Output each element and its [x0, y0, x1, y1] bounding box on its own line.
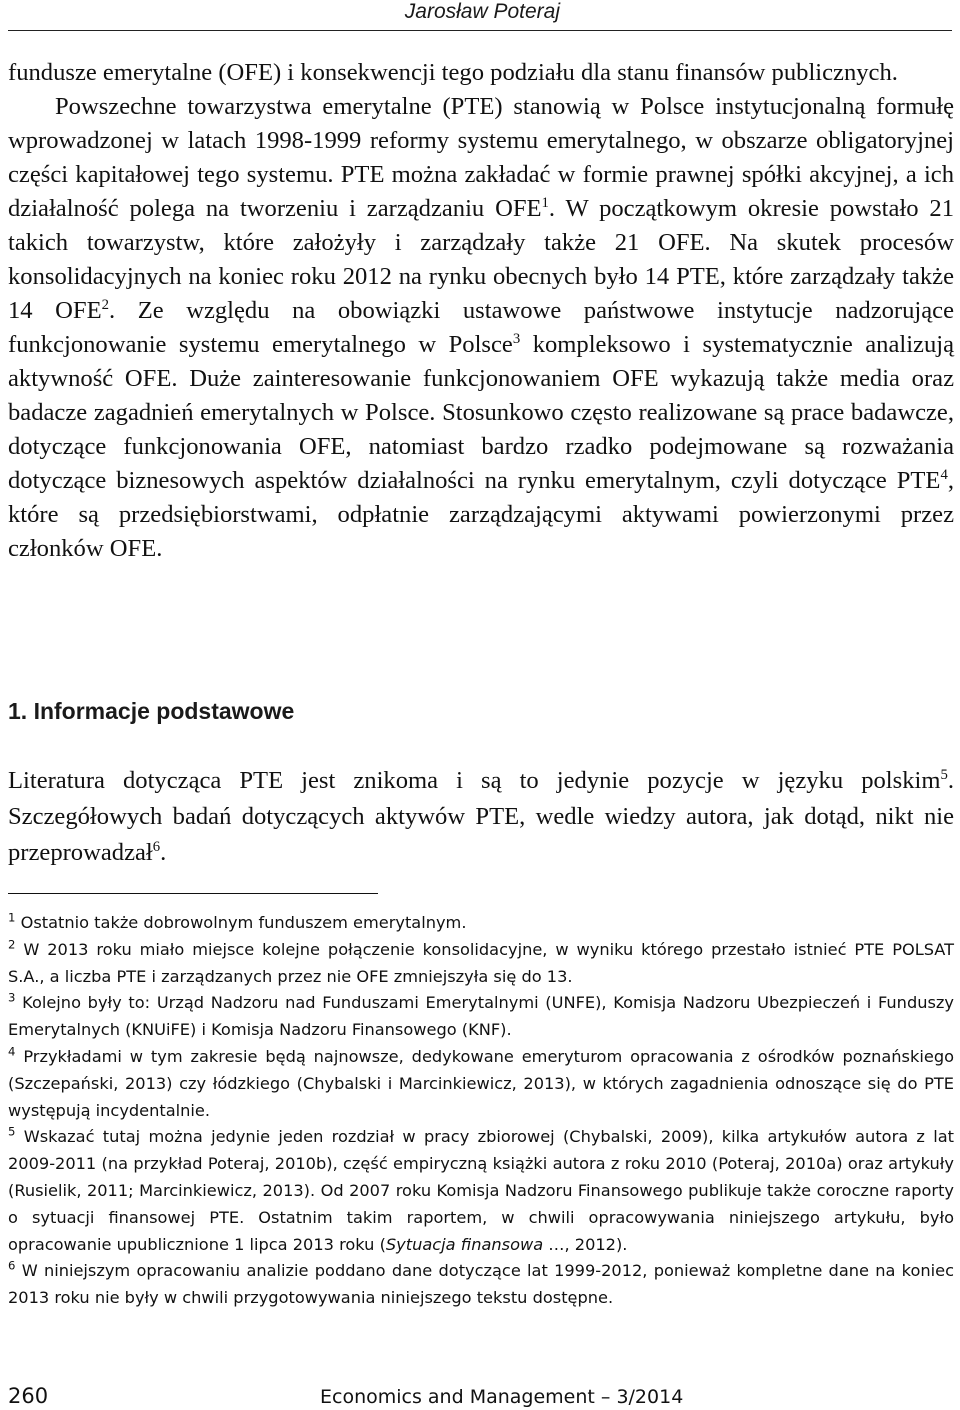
footnote-ref-5: 5 [940, 766, 948, 783]
footnote-italic-title: Sytuacja finansowa [385, 1234, 544, 1254]
paragraph-2-part-c: . Ze względu na obowiązki ustawowe państwowe instytucje nadzorujące funkcjonowanie systemu emerytalnego w Polsce [8, 297, 954, 358]
section-body-text [8, 763, 954, 871]
footnote-text: Wskazać tutaj można jedynie jeden rozdział w pracy zbiorowej (Chybalski, 2009), kilka artykułów autora z lat 2009-2011 (na przykład Poteraj, 2010b), część empiryczną książki autora z roku 2010 (Poteraj, 2010a) oraz artykuły (Rusielik, 2011; Marcinkiewicz, 2013). Od 2007 roku Komisja Nadzoru Finansowego publikuje także coroczne raporty o sytuacji finansowej PTE. Ostatnim takim raportem, w chwili opracowywania niniejszego artykułu, było opracowanie upublicznione 1 lipca 2013 roku ( [8, 1127, 954, 1254]
journal-name: Economics and Management – 3/2014 [320, 1386, 684, 1408]
page-number: 260 [8, 1384, 49, 1408]
footnote-text-end: …, 2012). [543, 1234, 628, 1254]
footnote-number: 5 [8, 1124, 16, 1139]
footnote-text: Ostatnio także dobrowolnym funduszem emerytalnym. [20, 913, 467, 932]
footnote-5 [8, 1124, 954, 1258]
footnote-number: 4 [8, 1044, 16, 1059]
footnote-2 [8, 937, 954, 991]
paragraph-2 [8, 90, 954, 566]
footnote-text: Kolejno były to: Urząd Nadzoru nad Funduszami Emerytalnymi (UNFE), Komisja Nadzoru Ubezpieczeń i Funduszy Emerytalnych (KNUiFE) i Komisja Nadzoru Finansowego (KNF). [8, 993, 954, 1040]
paragraph-2-part-d: kompleksowo i systematycznie analizują aktywność OFE. Duże zainteresowanie funkcjonowaniem OFE wykazują także media oraz badacze zagadnień emerytalnych w Polsce. Stosunkowo często realizowane są prace badawcze, dotyczące funkcjonowania OFE, natomiast bardzo rzadko podejmowane są rozważania dotyczące biznesowych aspektów działalności na rynku emerytalnym, czyli dotyczące PTE [8, 331, 954, 494]
footnote-1 [8, 910, 954, 937]
paragraph-2-part-e: , które są przedsiębiorstwami, odpłatnie zarządzającymi aktywami powierzonymi przez członków OFE. [8, 467, 954, 562]
footnote-6 [8, 1258, 954, 1312]
paragraph-2-part-b: . W początkowym okresie powstało 21 takich towarzystw, które założyły i zarządzały także 21 OFE. Na skutek procesów konsolidacyjnych na koniec roku 2012 na rynku obecnych było 14 PTE, które zarządzały także 14 OFE [8, 195, 954, 324]
footnote-text: Przykładami w tym zakresie będą najnowsze, dedykowane emeryturom opracowania z ośrodków poznańskiego (Szczepański, 2013) czy łódzkiego (Chybalski i Marcinkiewicz, 2013), w których zagadnienia odnoszące się do PTE występują incydentalnie. [8, 1046, 955, 1120]
footnote-number: 3 [8, 991, 16, 1005]
footnote-ref-6: 6 [152, 838, 161, 855]
paragraph-2-part-a: Powszechne towarzystwa emerytalne (PTE) stanowią w Polsce instytucjonalną formułę wprowadzonej w latach 1998-1999 reformy systemu emerytalnego, w obszarze obligatoryjnej części kapitałowej tego systemu. PTE można zakładać w formie prawnej spółki akcyjnej, a ich działalność polega na tworzeniu i zarządzaniu OFE [8, 93, 954, 222]
footnote-number: 2 [8, 937, 16, 952]
footnote-4 [8, 1044, 954, 1124]
section-text-part-a: Literatura dotycząca PTE jest znikoma i są to jedynie pozycje w języku polskim [8, 767, 941, 794]
section-heading: 1. Informacje podstawowe [8, 698, 295, 724]
header-rule [8, 30, 952, 31]
footnote-ref-4: 4 [940, 466, 948, 483]
footnote-ref-1: 1 [541, 194, 549, 211]
section-text-part-b: . Szczegółowych badań dotyczących aktywów PTE, wedle wiedzy autora, jak dotąd, nikt nie przeprowadzał [8, 767, 954, 866]
footnote-text: W niniejszym opracowaniu analizie poddano dane dotyczące lat 1999-2012, ponieważ kompletne dane na koniec 2013 roku nie były w chwili przygotowywania niniejszego tekstu dostępne. [8, 1261, 954, 1308]
body-text [8, 56, 954, 566]
footnote-text: W 2013 roku miało miejsce kolejne połączenie konsolidacyjne, w wyniku którego przestało istnieć PTE POLSAT S.A., a liczba PTE i zarządzanych przez nie OFE zmniejszyła się do 13. [8, 939, 954, 986]
footnote-ref-2: 2 [101, 296, 109, 313]
footnote-ref-3: 3 [512, 330, 521, 347]
footnotes [8, 910, 954, 1312]
footnote-number: 1 [8, 910, 16, 925]
section-text-part-c: . [160, 839, 167, 866]
footnote-number: 6 [8, 1258, 16, 1273]
paragraph-1: fundusze emerytalne (OFE) i konsekwencji tego podziału dla stanu finansów publicznych. [8, 59, 898, 86]
footnote-3 [8, 990, 954, 1044]
footnote-separator [8, 893, 378, 894]
running-header-author: Jarosław Poteraj [404, 0, 560, 23]
